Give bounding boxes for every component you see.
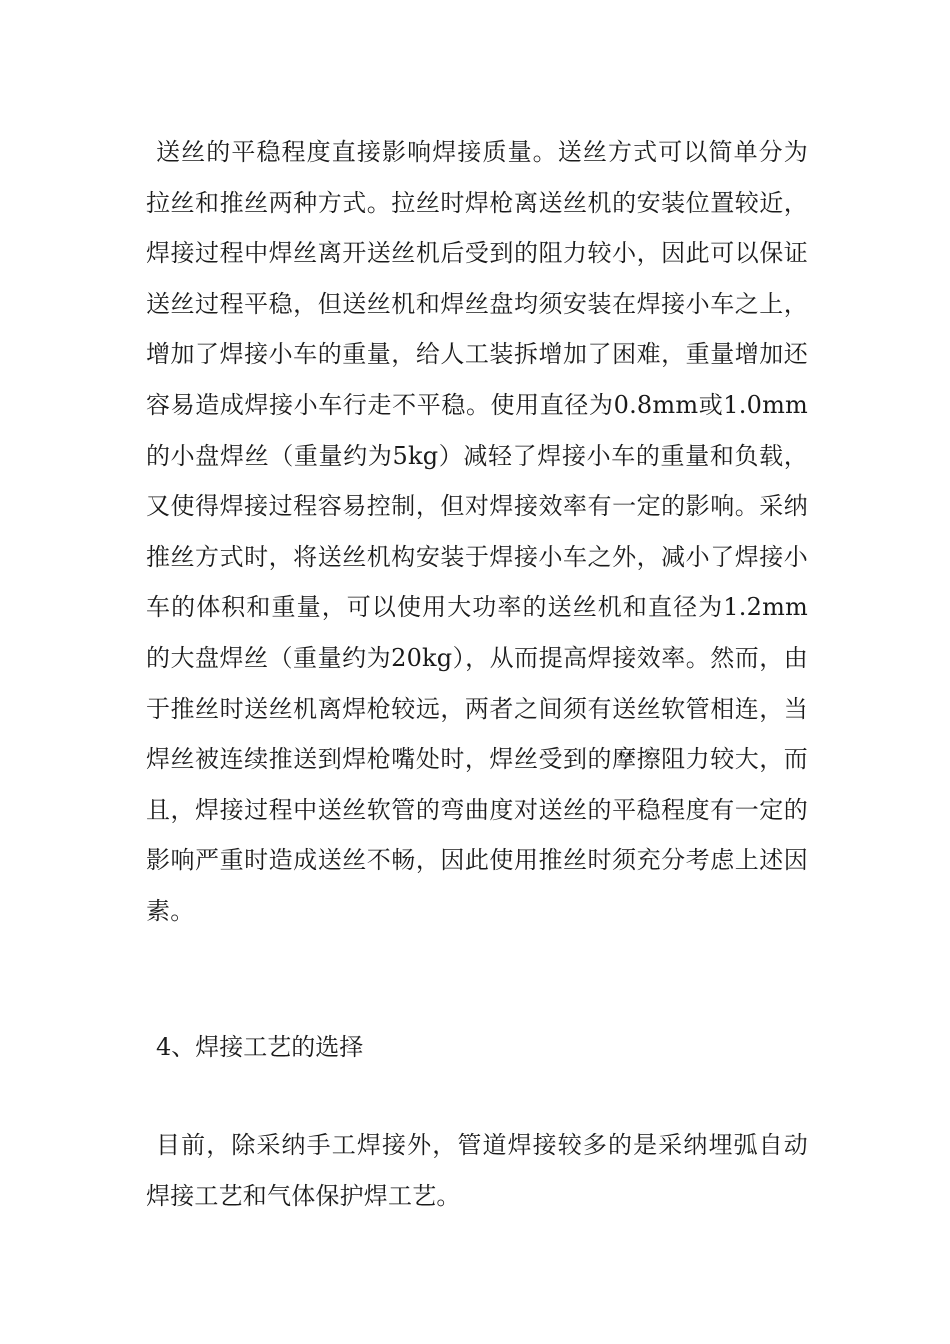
body-paragraph-current-processes: 目前，除采纳手工焊接外，管道焊接较多的是采纳埋弧自动焊接工艺和气体保护焊工艺。 [146, 1131, 808, 1210]
body-paragraph-wire-feeding: 送丝的平稳程度直接影响焊接质量。送丝方式可以简单分为拉丝和推丝两种方式。拉丝时焊枪离送丝机的安装位置较近，焊接过程中焊丝离开送丝机后受到的阻力较小，因此可以保证送丝过程平稳，但送丝机和焊丝盘均须安装在焊接小车之上，增加了焊接小车的重量，给人工装拆增加了困难，重量增加还容易造成焊接小车行走不平稳。使用直径为0.8mm或1.0mm的小盘焊丝（重量约为5kg）减轻了焊接小车的重量和负载，又使得焊接过程容易控制，但对焊接效率有一定的影响。采纳推丝方式时，将送丝机构安装于焊接小车之外，减小了焊接小车的体积和重量，可以使用大功率的送丝机和直径为1.2mm的大盘焊丝（重量约为20kg），从而提高焊接效率。然而，由于推丝时送丝机离焊枪较远，两者之间须有送丝软管相连，当焊丝被连续推送到焊枪嘴处时，焊丝受到的摩擦阻力较大，而且，焊接过程中送丝软管的弯曲度对送丝的平稳程度有一定的影响严重时造成送丝不畅，因此使用推丝时须充分考虑上述因素。 [146, 138, 808, 925]
section-heading-welding-process: 4、焊接工艺的选择 [156, 1033, 364, 1061]
